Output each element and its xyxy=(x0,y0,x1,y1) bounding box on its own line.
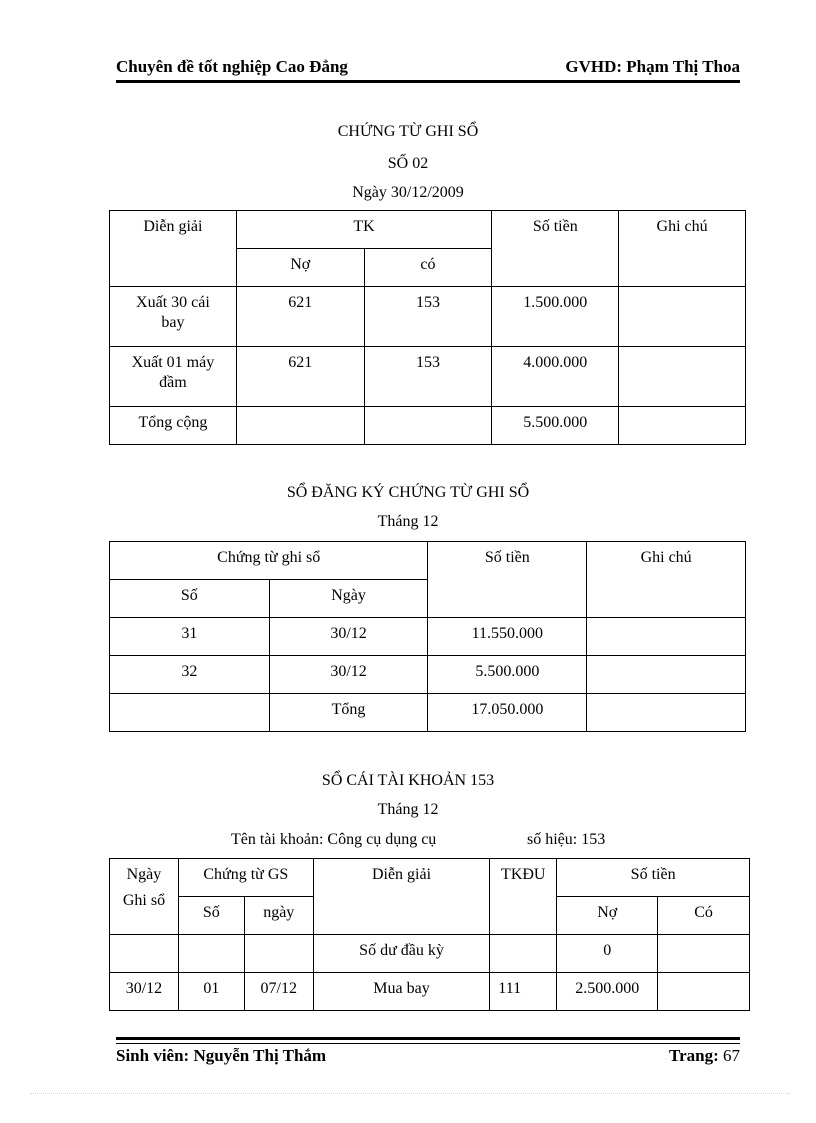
voucher-total-label: Tổng cộng xyxy=(110,407,237,445)
register-row-number: 31 xyxy=(110,618,270,656)
register-row-amount: 11.550.000 xyxy=(428,618,587,656)
voucher-header-note: Ghi chú xyxy=(619,211,746,287)
voucher-header-amount: Số tiền xyxy=(492,211,619,287)
ledger-row-entry-date: 30/12 xyxy=(110,973,179,1011)
ledger-header-amount: Số tiền xyxy=(557,859,750,897)
table-row xyxy=(110,618,746,656)
table-row xyxy=(110,287,746,347)
voucher-title: CHỨNG TỪ GHI SỔ xyxy=(337,123,479,140)
ledger-row-debit: 2.500.000 xyxy=(557,973,658,1011)
voucher-total-amount: 5.500.000 xyxy=(492,407,619,445)
ledger-header-voucher: Chứng từ GS xyxy=(178,859,313,897)
ledger-month: Tháng 12 xyxy=(377,801,439,818)
header-rule xyxy=(116,80,740,83)
voucher-date: Ngày 30/12/2009 xyxy=(352,184,464,201)
register-row-amount: 5.500.000 xyxy=(428,656,587,694)
ledger-header-counter-account: TKĐU xyxy=(490,859,557,935)
ledger-title: SỔ CÁI TÀI KHOẢN 153 xyxy=(321,772,495,789)
ledger-row-credit xyxy=(658,973,750,1011)
ledger-header-number: Số xyxy=(178,897,244,935)
voucher-header-account: TK xyxy=(236,211,492,249)
voucher-row-credit: 153 xyxy=(364,347,492,407)
register-header-voucher: Chứng từ ghi sổ xyxy=(110,542,428,580)
voucher-number: SỐ 02 xyxy=(387,155,429,172)
footer-rule-thick xyxy=(116,1037,740,1040)
register-row-note xyxy=(587,656,746,694)
register-total-amount: 17.050.000 xyxy=(428,694,587,732)
register-row-number: 32 xyxy=(110,656,270,694)
voucher-header-debit: Nợ xyxy=(236,249,364,287)
ledger-row-counter-account: 111 xyxy=(490,973,557,1011)
register-row-note xyxy=(587,618,746,656)
footer-page-label: Trang: xyxy=(669,1046,719,1065)
ledger-row-date: 07/12 xyxy=(244,973,313,1011)
voucher-row-description: Xuất 01 máy đầm xyxy=(110,347,237,407)
voucher-row-credit: 153 xyxy=(364,287,492,347)
register-total-label: Tổng xyxy=(269,694,428,732)
voucher-row-debit: 621 xyxy=(236,347,364,407)
footer-rule-thin xyxy=(116,1043,740,1044)
voucher-header-description: Diễn giải xyxy=(110,211,237,287)
ledger-header-entry-date-2: Ghi sổ xyxy=(122,892,166,909)
register-header-number: Số xyxy=(110,580,270,618)
page-bottom-divider xyxy=(30,1093,790,1094)
register-header-date: Ngày xyxy=(269,580,428,618)
voucher-row-debit: 621 xyxy=(236,287,364,347)
ledger-header-description: Diễn giải xyxy=(313,859,490,935)
page-footer xyxy=(116,1046,740,1068)
ledger-header-date: ngày xyxy=(244,897,313,935)
voucher-row-amount: 1.500.000 xyxy=(492,287,619,347)
table-row xyxy=(110,407,746,445)
ledger-table xyxy=(109,858,750,1011)
voucher-row-note xyxy=(619,347,746,407)
table-row xyxy=(110,656,746,694)
voucher-row-description: Xuất 30 cái bay xyxy=(110,287,237,347)
header-title: Chuyên đề tốt nghiệp Cao Đẳng xyxy=(116,57,348,76)
footer-student: Sinh viên: Nguyễn Thị Thắm xyxy=(116,1046,327,1065)
register-header-amount: Số tiền xyxy=(428,542,587,618)
register-header-note: Ghi chú xyxy=(587,542,746,618)
ledger-header-entry-date xyxy=(110,859,179,935)
table-row xyxy=(110,973,750,1011)
voucher-row-amount: 4.000.000 xyxy=(492,347,619,407)
ledger-row-number: 01 xyxy=(178,973,244,1011)
ledger-header-entry-date-1: Ngày xyxy=(126,866,162,883)
ledger-header-credit: Có xyxy=(658,897,750,935)
register-table xyxy=(109,541,746,732)
ledger-opening-debit: 0 xyxy=(557,935,658,973)
table-row xyxy=(110,935,750,973)
register-row-date: 30/12 xyxy=(269,618,428,656)
voucher-table xyxy=(109,210,746,445)
header-advisor: GVHD: Phạm Thị Thoa xyxy=(565,57,740,76)
register-title: SỔ ĐĂNG KÝ CHỨNG TỪ GHI SỔ xyxy=(286,484,530,501)
ledger-account-name: Tên tài khoản: Công cụ dụng cụ xyxy=(231,831,437,848)
ledger-opening-label: Số dư đầu kỳ xyxy=(313,935,490,973)
footer-page xyxy=(669,1046,740,1066)
page-header xyxy=(116,57,740,79)
ledger-header-debit: Nợ xyxy=(557,897,658,935)
table-row xyxy=(110,347,746,407)
register-row-date: 30/12 xyxy=(269,656,428,694)
voucher-header-credit: có xyxy=(364,249,492,287)
ledger-row-description: Mua bay xyxy=(313,973,490,1011)
ledger-account-code: số hiệu: 153 xyxy=(527,831,606,848)
table-row xyxy=(110,694,746,732)
voucher-row-note xyxy=(619,287,746,347)
footer-page-number: 67 xyxy=(723,1046,740,1065)
register-month: Tháng 12 xyxy=(377,513,439,530)
